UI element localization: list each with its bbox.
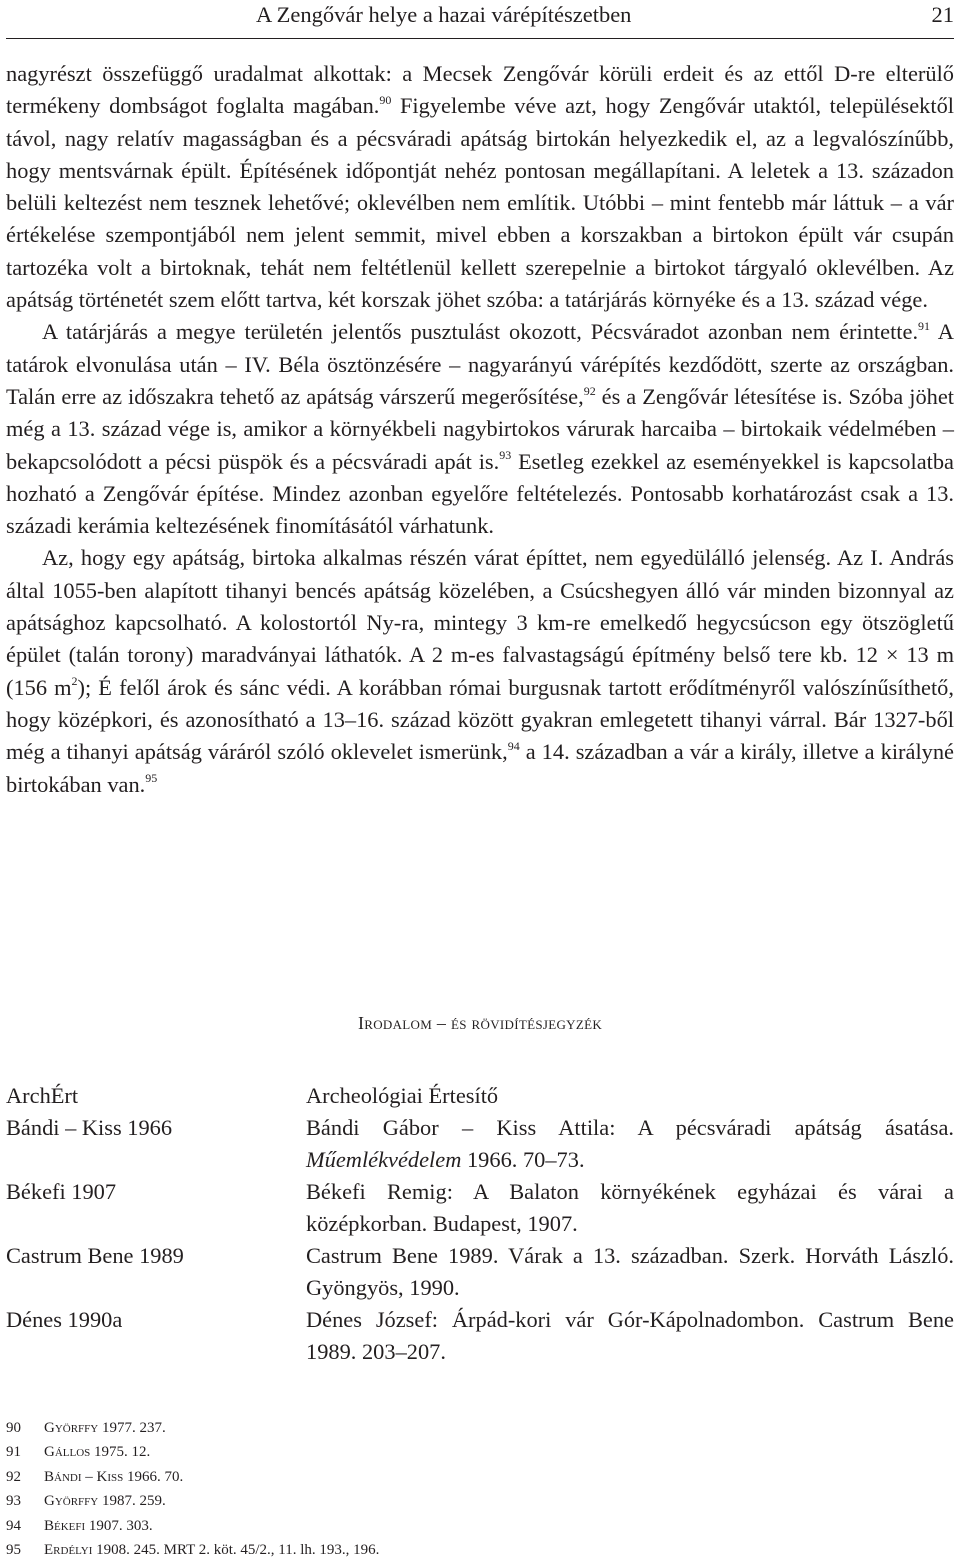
footnote-number: 95: [6, 1542, 21, 1559]
reference-abbr: ArchÉrt: [6, 1083, 79, 1108]
footnote-ref-92[interactable]: 92: [583, 383, 596, 398]
reference-abbr: Dénes 1990a: [6, 1307, 123, 1332]
running-title: A Zengővár helye a hazai várépítészetben: [256, 2, 632, 27]
footnote-author: Gállos: [44, 1444, 91, 1461]
footnotes: [6, 1416, 954, 1562]
paragraph-text: nagyrészt összefüggő uradalmat alkottak: a Mecsek Zengővár körüli erdeit és az ettől D-re elterülő termékeny dombságot foglalta magában.: [6, 61, 954, 119]
reference-text: 1966. 70–73.: [461, 1147, 585, 1172]
reference-full: Dénes József: Árpád-kori vár Gór-Kápolnadombon. Castrum Bene 1989. 203–207.: [306, 1307, 954, 1364]
paragraph-3: [6, 542, 954, 800]
footnote-citation: 1977. 237.: [98, 1420, 166, 1436]
reference-full: Békefi Remig: A Balaton környékének egyházai és várai a középkorban. Budapest, 1907.: [306, 1179, 954, 1236]
reference-full: Castrum Bene 1989. Várak a 13. században. Szerk. Horváth László. Gyöngyös, 1990.: [306, 1243, 954, 1300]
footnote-number: 90: [6, 1420, 21, 1436]
footnote-ref-91[interactable]: 91: [918, 318, 931, 333]
footnote-item: [6, 1440, 954, 1464]
footnote-author: Györffy: [44, 1420, 99, 1436]
reference-item: [6, 1176, 954, 1240]
footnote-author: Bándi – Kiss: [44, 1468, 124, 1485]
footnote-item: [6, 1514, 954, 1538]
reference-item: [6, 1112, 954, 1176]
paragraph-text: Esetleg ezekkel az eseményekkel is kapcsolatba hozható a Zengővár építése. Mindez azonban egyelőre feltételezés. Pontosabb korhatározást csak a 13. századi kerámia keltezésének finomításától várhatunk.: [6, 448, 954, 539]
footnote-number: 93: [6, 1493, 21, 1510]
footnote-ref-94[interactable]: 94: [507, 738, 520, 753]
footnote-number: 91: [6, 1444, 21, 1461]
superscript-2: 2: [71, 674, 78, 689]
reference-item: [6, 1304, 954, 1368]
reference-text: Bándi Gábor – Kiss Attila: A pécsváradi apátság ásatása.: [306, 1115, 954, 1140]
footnote-item: [6, 1465, 954, 1489]
footnote-text: [44, 1416, 166, 1440]
footnote-text: [44, 1465, 183, 1489]
footnote-ref-90[interactable]: 90: [379, 92, 392, 107]
footnote-text: [44, 1538, 379, 1562]
section-title: Irodalom – és rövidítésjegyzék: [357, 1013, 603, 1033]
reference-journal: Műemlékvédelem: [306, 1147, 462, 1172]
paragraph-text: A tatárok elvonulása után – IV. Béla ösztönzésére – nagyarányú várépítés kezdődött, szerte az országban. Talán erre az időszakra tehető az apátság várszerű megerősítése,: [6, 319, 954, 409]
page-number: 21: [931, 2, 954, 27]
paragraph-text: Az, hogy egy apátság, birtoka alkalmas részén várat építtet, nem egyedülálló jelenség. Az I. András által 1055-ben alapított tihanyi bencés apátság közelében, a Csúcshegyen álló vár minden bizonnyal az apátsághoz kapcsolható. A kolostortól Ny-ra, mintegy 3 km-re emelkedő hegycsúcson egy ötszögletű épület (talán torony) maradványai láthatók. A 2 m-es falvastagságú építmény belső tere kb. 12 × 13 m (156 m: [6, 545, 954, 700]
paragraph-text: Figyelembe véve azt, hogy Zengővár utaktól, településektől távol, nagy relatív magasságban és a pécsváradi apátság birtokán helyezkedik el, az a legvalószínűbb, hogy mentsvárnak épült. Építésének időpontját nehéz pontosan megállapítani. A leletek a 13. századon belüli keltezést nem tesznek lehetővé; oklevélben nem említik. Utóbbi – mint fentebb már láttuk – a vár értékelése szempontjából nem jelent semmit, mivel ebben a korszakban a birtokon épült vár csupán tartozéka volt a birtoknak, tehát nem feltétlenül kellett szerepelnie a birtokot tárgyaló oklevélben. Az apátság történetét szem előtt tartva, két korszak jöhet szóba: a tatárjárás környéke és a 13. század vége.: [6, 93, 954, 313]
footnote-citation: 1975. 12.: [90, 1444, 151, 1461]
reference-abbr: Castrum Bene 1989: [6, 1243, 184, 1268]
footnote-number: 92: [6, 1468, 21, 1485]
reference-full: Archeológiai Értesítő: [306, 1083, 499, 1108]
footnote-citation: 1907. 303.: [85, 1517, 153, 1534]
running-header: [6, 0, 954, 39]
footnote-text: [44, 1440, 150, 1464]
reference-abbr: Békefi 1907: [6, 1179, 117, 1204]
footnote-item: [6, 1489, 954, 1513]
reference-abbr: Bándi – Kiss 1966: [6, 1115, 173, 1140]
footnote-ref-95[interactable]: 95: [145, 771, 158, 786]
paragraph-text: a 14. században a vár a király, illetve a királyné birtokában van.: [6, 739, 954, 797]
footnote-text: [44, 1489, 166, 1513]
reference-item: [6, 1240, 954, 1304]
footnote-item: [6, 1538, 954, 1562]
paragraph-2: [6, 316, 954, 542]
paragraph-1: [6, 58, 954, 316]
footnote-item: [6, 1416, 954, 1440]
reference-full: [306, 1112, 954, 1176]
footnote-number: 94: [6, 1517, 21, 1534]
footnote-text: [44, 1514, 153, 1538]
footnote-author: Békefi: [44, 1517, 86, 1534]
footnote-author: Györffy: [44, 1493, 99, 1510]
footnote-author: Erdélyi: [44, 1542, 93, 1559]
footnote-citation: 1908. 245. MRT 2. köt. 45/2., 11. lh. 193., 196.: [92, 1542, 380, 1559]
footnote-citation: 1987. 259.: [98, 1493, 166, 1510]
reference-list: [6, 1080, 954, 1368]
footnote-citation: 1966. 70.: [123, 1468, 184, 1485]
paragraph-text: A tatárjárás a megye területén jelentős pusztulást okozott, Pécsváradot azonban nem érintette.: [42, 319, 919, 345]
paragraph-text: ); É felől árok és sánc védi. A korábban római burgusnak tartott erődítményről valószínűsíthető, hogy középkori, és azonosítható a 13–16. század között gyakran emlegetett tihanyi várral. Bár 1327-ből még a tihanyi apátság váráról szóló oklevelet ismerünk,: [6, 674, 954, 765]
paragraph-text: és a Zengővár létesítése is. Szóba jöhet még a 13. század vége is, amikor a környékbeli nagybirtokos várurak harcaiba – birtokaik védelmében – bekapcsolódott a pécsi püspök és a pécsváradi apát is.: [6, 383, 954, 474]
reference-item: [6, 1080, 954, 1112]
footnote-ref-93[interactable]: 93: [499, 448, 512, 463]
body-text: [6, 58, 954, 801]
